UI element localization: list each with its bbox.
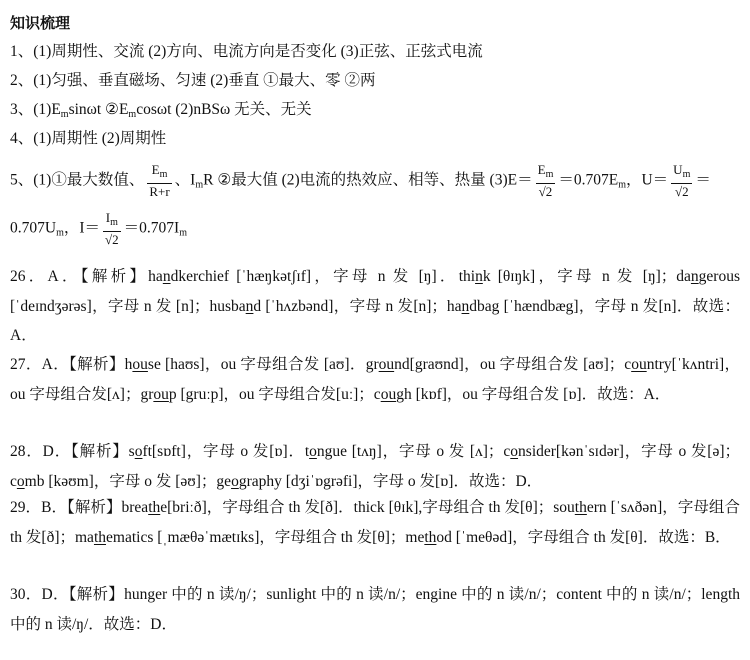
text-run: nsider[kənˈsɪdər]，字母 o 发[ə]；c: [10, 443, 740, 490]
text-run: k [θɪŋk]，字母 n 发 [ŋ]；da: [482, 268, 691, 285]
text-run: ha: [148, 268, 163, 285]
fraction-em-over-root2: [536, 162, 556, 200]
text-run: p [gruːp]，ou 字母组合发[uː]；c: [168, 385, 381, 403]
text-run: ft[sɒft]，字母 o 发[ɒ]．t: [142, 443, 310, 460]
subscript: m: [195, 179, 204, 191]
text-run: dbag [ˈhændbæg]，字母 n 发[n]．故选：A．: [10, 297, 740, 344]
question-head: 28．D．【解析】: [10, 443, 129, 460]
text-run: hunger 中的 n 读/ŋ/；sunlight 中的 n 读/n/；engine 中的 n 读/n/；content 中的 n 读/n/；length 中的 n 读/ŋ/．故选：D．: [10, 586, 740, 633]
question-head: 30．D．【解析】: [10, 586, 125, 603]
text-run: od [ˈmeθəd]，字母组合 th 发[θ]．故选：B．: [436, 528, 731, 546]
fraction-em-over-r: [147, 162, 171, 200]
kp-6-part-a: 0.707U: [10, 219, 57, 237]
underlined-letters: th: [574, 499, 587, 516]
underlined-letters: o: [231, 472, 239, 490]
text-run: ntry[ˈkʌntri]，ou 字母组合发[ʌ]；gr: [10, 356, 741, 403]
text-run: se [haʊs]，ou 字母组合发 [aʊ]．gr: [147, 356, 379, 373]
subscript: m: [179, 227, 187, 239]
underlined-letters: th: [93, 528, 107, 546]
underlined-letters: n: [475, 268, 483, 285]
kp-5-part-d: ＝0.707E: [558, 171, 619, 189]
underlined-letters: n: [690, 268, 699, 285]
kp-3-part-b: sinωt ②E: [68, 101, 129, 118]
question-26: [10, 262, 740, 351]
frac-numerator: E: [537, 162, 546, 177]
underlined-letters: ou: [378, 356, 395, 373]
text-run: dkerchief [ˈhæŋkətʃɪf]，字母 n 发 [ŋ]．thi: [170, 268, 476, 285]
text-run: brea: [121, 499, 149, 516]
subscript: m: [60, 109, 69, 120]
subscript: m: [159, 169, 168, 180]
subscript: m: [618, 179, 626, 191]
underlined-letters: th: [424, 528, 437, 546]
fraction-um-over-root2: [671, 162, 692, 200]
text-run: d [ˈhʌzbənd]，字母 n 发[n]；ha: [253, 297, 462, 315]
text-run: ematics [ˌmæθəˈmætɪks]，字母组合 th 发[θ]；me: [106, 528, 425, 546]
text-run: gh [kɒf]，ou 字母组合发 [ɒ]．故选：A．: [396, 385, 671, 403]
underlined-letters: o: [510, 443, 519, 460]
text-run: e[briːð]，字母组合 th 发[ð]．thick [θɪk],字母组合 th 发[θ]；sou: [160, 499, 575, 516]
text-run: graphy [dʒiˈɒgrəfi]，字母 o 发[ɒ]．故选：D．: [238, 472, 543, 490]
question-head: 27．A．【解析】: [10, 356, 125, 373]
frac-denominator: √2: [105, 232, 119, 247]
underlined-letters: ou: [132, 356, 148, 373]
frac-denominator: √2: [538, 184, 553, 199]
subscript: m: [128, 109, 137, 120]
question-30: [10, 580, 740, 639]
subscript: m: [56, 227, 64, 239]
text-run: ngue [tʌŋ]，字母 o 发 [ʌ]；c: [316, 443, 511, 460]
section-title: 知识梳理: [10, 16, 71, 32]
underlined-letters: ou: [153, 385, 169, 403]
kp-6-part-b: ，I＝: [63, 219, 101, 237]
question-head: 26．A．【解析】: [10, 268, 149, 285]
kp-3-part-a: 3、(1)E: [10, 101, 61, 118]
frac-denominator: R+r: [149, 184, 170, 199]
underlined-letters: o: [309, 443, 317, 460]
kp-5-part-a: 5、(1)①最大数值、: [10, 171, 145, 189]
kp-5-part-c: R ②最大值 (2)电流的热效应、相等、热量 (3)E＝: [203, 171, 533, 189]
frac-numerator: E: [151, 162, 160, 177]
kp-line-3: [10, 100, 312, 125]
underlined-letters: n: [461, 297, 470, 315]
text-run: nd[graʊnd]，ou 字母组合发 [aʊ]；c: [394, 356, 632, 373]
underlined-letters: ou: [380, 385, 397, 403]
text-run: mb [kəʊm]，字母 o 发 [əʊ]；ge: [24, 472, 232, 490]
kp-line-1: 1、(1)周期性、交流 (2)方向、电流方向是否变化 (3)正弦、正弦式电流: [10, 43, 483, 60]
subscript: m: [110, 217, 118, 228]
kp-5-part-f: ＝: [695, 171, 711, 189]
kp-line-6: [10, 210, 187, 252]
subscript: m: [682, 169, 691, 180]
text-run: h: [124, 356, 133, 373]
underlined-letters: th: [148, 499, 161, 516]
frac-numerator: U: [673, 162, 683, 177]
question-28: [10, 437, 740, 496]
kp-line-4: 4、(1)周期性 (2)周期性: [10, 130, 167, 147]
kp-6-part-c: ＝0.707I: [123, 219, 180, 237]
question-27: [10, 350, 740, 409]
text-run: ern [ˈsʌðən]，字母组合 th 发[ð]；ma: [10, 499, 740, 546]
frac-numerator: I: [105, 210, 111, 225]
underlined-letters: o: [16, 472, 25, 490]
kp-line-2: 2、(1)匀强、垂直磁场、匀速 (2)垂直 ①最大、零 ②两: [10, 72, 376, 89]
fraction-im-over-root2: [103, 210, 121, 248]
underlined-letters: ou: [631, 356, 647, 373]
frac-denominator: √2: [674, 184, 689, 199]
kp-line-5: [10, 162, 711, 204]
text-run: gerous [ˈdeɪndʒərəs]，字母 n 发 [n]；husba: [10, 268, 740, 315]
underlined-letters: n: [162, 268, 171, 285]
kp-5-part-e: ，U＝: [625, 171, 669, 189]
underlined-letters: o: [134, 443, 143, 460]
text-run: s: [128, 443, 135, 460]
subscript: m: [545, 169, 554, 180]
kp-5-part-b: 、I: [174, 171, 196, 189]
underlined-letters: n: [245, 297, 254, 315]
question-head: 29．B．【解析】: [10, 499, 122, 516]
kp-3-part-c: cosωt (2)nBSω 无关、无关: [136, 101, 312, 118]
question-29: [10, 493, 740, 552]
